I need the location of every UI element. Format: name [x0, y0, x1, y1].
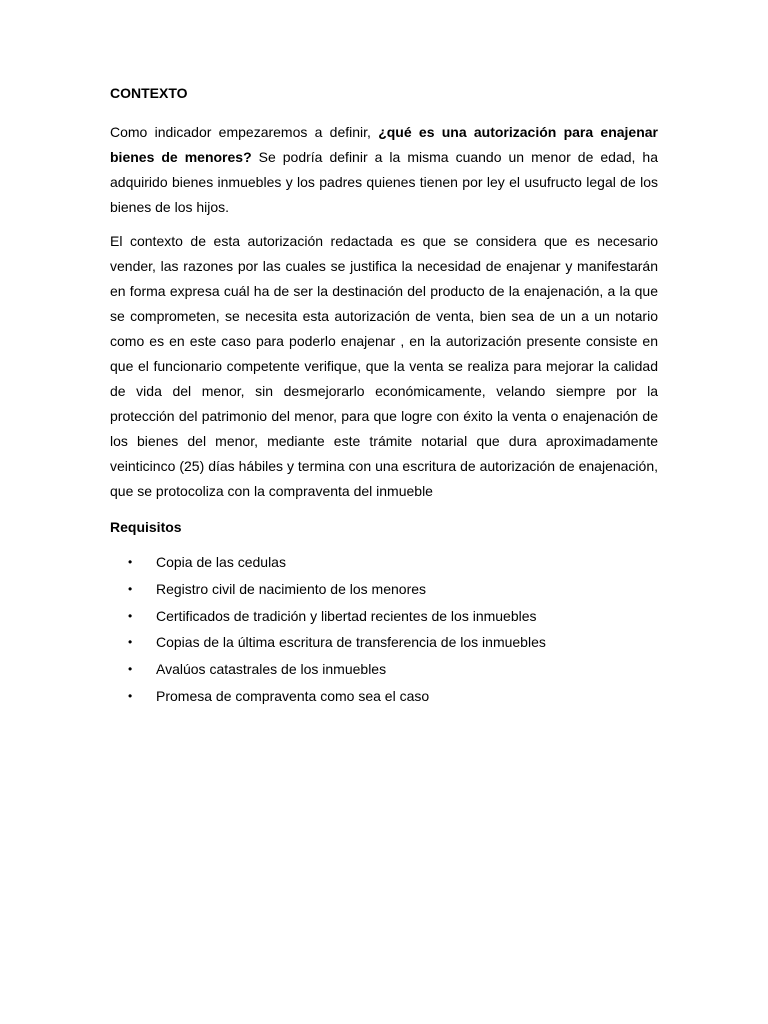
intro-question: ¿qué es una autorización para enajenar bienes de menores? — [110, 124, 659, 165]
list-item-text: Copias de la última escritura de transferencia de los inmuebles — [156, 634, 546, 651]
bullet-icon: • — [128, 635, 133, 650]
intro-rest: Se podría definir a la misma cuando un menor de edad, ha adquirido bienes inmuebles y los padres quienes tienen por ley el usufructo legal de los bienes de los hijos. — [110, 149, 658, 215]
bullet-icon: • — [128, 555, 133, 569]
list-item-text: Copia de las cedulas — [156, 554, 286, 570]
list-item-text: Registro civil de nacimiento de los menores — [156, 580, 427, 597]
bullet-icon: • — [128, 581, 133, 596]
list-item — [110, 659, 658, 679]
bullet-icon: • — [128, 688, 133, 703]
list-item — [110, 606, 658, 626]
list-item-text: Certificados de tradición y libertad recientes de los inmuebles — [156, 607, 537, 624]
intro-lead: Como indicador empezaremos a definir, — [110, 124, 371, 140]
list-item — [110, 686, 658, 706]
list-item-text: Avalúos catastrales de los inmuebles — [156, 661, 387, 678]
bullet-icon: • — [128, 608, 133, 623]
list-item — [110, 579, 658, 599]
bullet-icon: • — [128, 662, 133, 677]
intro-paragraph — [110, 120, 658, 220]
document-page — [110, 83, 658, 713]
list-item-text: Promesa de compraventa como sea el caso — [156, 687, 430, 704]
list-item — [110, 552, 658, 572]
context-paragraph: El contexto de esta autorización redactada es que se considera que es necesario vender, las razones por las cuales se justifica la necesidad de enajenar y manifestarán en forma expresa cuál ha de ser la destinación del producto de la enajenación, a la que se comprometen, se necesita esta autorización de venta, bien sea de un a un notario como es en este caso para poderlo enajenar , en la autorización presente consiste en que el funcionario competente verifique, que la venta se realiza para mejorar la calidad de vida del menor, sin desmejorarlo económicamente, velando siempre por la protección del patrimonio del menor, para que logre con éxito la venta o enajenación de los bienes del menor, mediante este trámite notarial que dura aproximadamente veinticinco (25) días hábiles y termina con una escritura de autorización de enajenación, que se protocoliza con la compraventa del inmueble — [110, 233, 658, 499]
section-heading: CONTEXTO — [110, 85, 188, 101]
requirements-heading: Requisitos — [110, 519, 182, 535]
list-item — [110, 632, 658, 652]
requirements-list — [110, 552, 658, 706]
